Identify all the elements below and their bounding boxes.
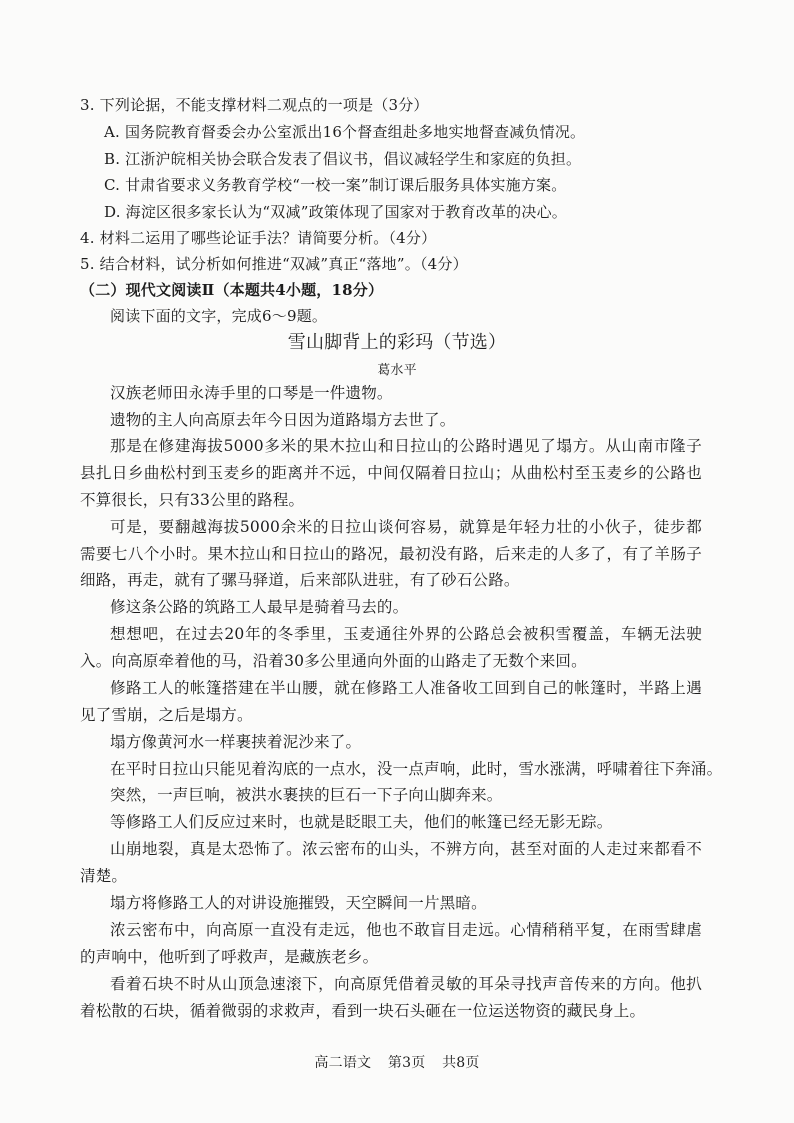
article-line: 的声响中，他听到了呼救声，是藏族老乡。 [80,948,379,966]
article-line: 清楚。 [80,867,128,885]
article-line: 见了雪崩，之后是塌方。 [80,706,253,724]
footer-subject: 高二语文 [314,1055,372,1071]
article-line: 可是，要翻越海拔5000余米的日拉山谈何容易，就算是年轻力壮的小伙子，徒步都 [110,518,702,536]
article-line: 修路工人的帐篷搭建在半山腰，就在修路工人准备收工回到自己的帐篷时，半路上遇 [110,679,702,697]
article-line: 塌方将修路工人的对讲设施摧毁，天空瞬间一片黑暗。 [110,894,487,912]
article-line: 汉族老师田永涛手里的口琴是一件遗物。 [110,384,393,402]
section-instruction: 阅读下面的文字，完成6～9题。 [110,307,328,325]
article-line: 细路，再走，就有了骡马驿道，后来部队进驻，有了砂石公路。 [80,571,520,589]
section-heading: （二）现代文阅读Ⅱ（本题共4小题，18分） [80,281,384,299]
question-4-stem: 4. 材料二运用了哪些论证手法？请简要分析。（4分） [80,229,437,247]
article-line: 塌方像黄河水一样裹挟着泥沙来了。 [110,733,362,751]
article-line: 县扎日乡曲松村到玉麦乡的距离并不远，中间仅隔着日拉山；从曲松村至玉麦乡的公路也 [80,464,702,482]
article-line: 浓云密布中，向高原一直没有走远，他也不敢盲目走远。心情稍稍平复，在雨雪肆虐 [110,921,702,939]
question-3-option-b: B. 江浙沪皖相关协会联合发表了倡议书，倡议减轻学生和家庭的负担。 [104,150,582,168]
article-line: 那是在修建海拔5000多米的果木拉山和日拉山的公路时遇见了塌方。从山南市隆子 [110,437,702,455]
question-3-option-d: D. 海淀区很多家长认为“双减”政策体现了国家对于教育改革的决心。 [104,203,567,221]
article-line: 等修路工人们反应过来时，也就是眨眼工夫，他们的帐篷已经无影无踪。 [110,813,613,831]
question-3-option-a: A. 国务院教育督委会办公室派出16个督查组赴多地实地督查减负情况。 [104,123,586,141]
article-author: 葛水平 [377,363,417,378]
article-title: 雪山脚背上的彩玛（节选） [287,332,507,353]
question-3-option-c: C. 甘肃省要求义务教育学校“一校一案”制订课后服务具体实施方案。 [104,176,567,194]
footer-page-total: 共8页 [442,1055,480,1071]
article-line: 不算很长，只有33公里的路程。 [80,491,305,509]
article-line: 着松散的石块，循着微弱的求救声，看到一块石头砸在一位运送物资的藏民身上。 [80,1002,646,1020]
article-line: 修这条公路的筑路工人最早是骑着马去的。 [110,598,409,616]
article-line: 看着石块不时从山顶急速滚下，向高原凭借着灵敏的耳朵寻找声音传来的方向。他扒 [110,975,702,993]
article-line: 需要七八个小时。果木拉山和日拉山的路况，最初没有路，后来走的人多了，有了羊肠子 [80,545,702,563]
article-line: 突然，一声巨响，被洪水裹挟的巨石一下子向山脚奔来。 [110,786,503,804]
question-3-stem: 3. 下列论据，不能支撑材料二观点的一项是（3分） [80,96,429,114]
article-line: 山崩地裂，真是太恐怖了。浓云密布的山头，不辨方向，甚至对面的人走过来都看不 [110,840,702,858]
article-line: 在平时日拉山只能见着沟底的一点水，没一点声响，此时，雪水涨满，呼啸着往下奔涌。 [110,760,723,778]
article-line: 入。向高原牵着他的马，沿着30多公里通向外面的山路走了无数个来回。 [80,652,587,670]
article-line: 遗物的主人向高原去年今日因为道路塌方去世了。 [110,411,456,429]
footer-page-number: 第3页 [387,1055,426,1071]
article-line: 想想吧，在过去20年的冬季里，玉麦通往外界的公路总会被积雪覆盖，车辆无法驶 [110,625,702,643]
question-5-stem: 5. 结合材料，试分析如何推进“双减”真正“落地”。（4分） [80,255,468,273]
page-footer [0,1053,794,1073]
